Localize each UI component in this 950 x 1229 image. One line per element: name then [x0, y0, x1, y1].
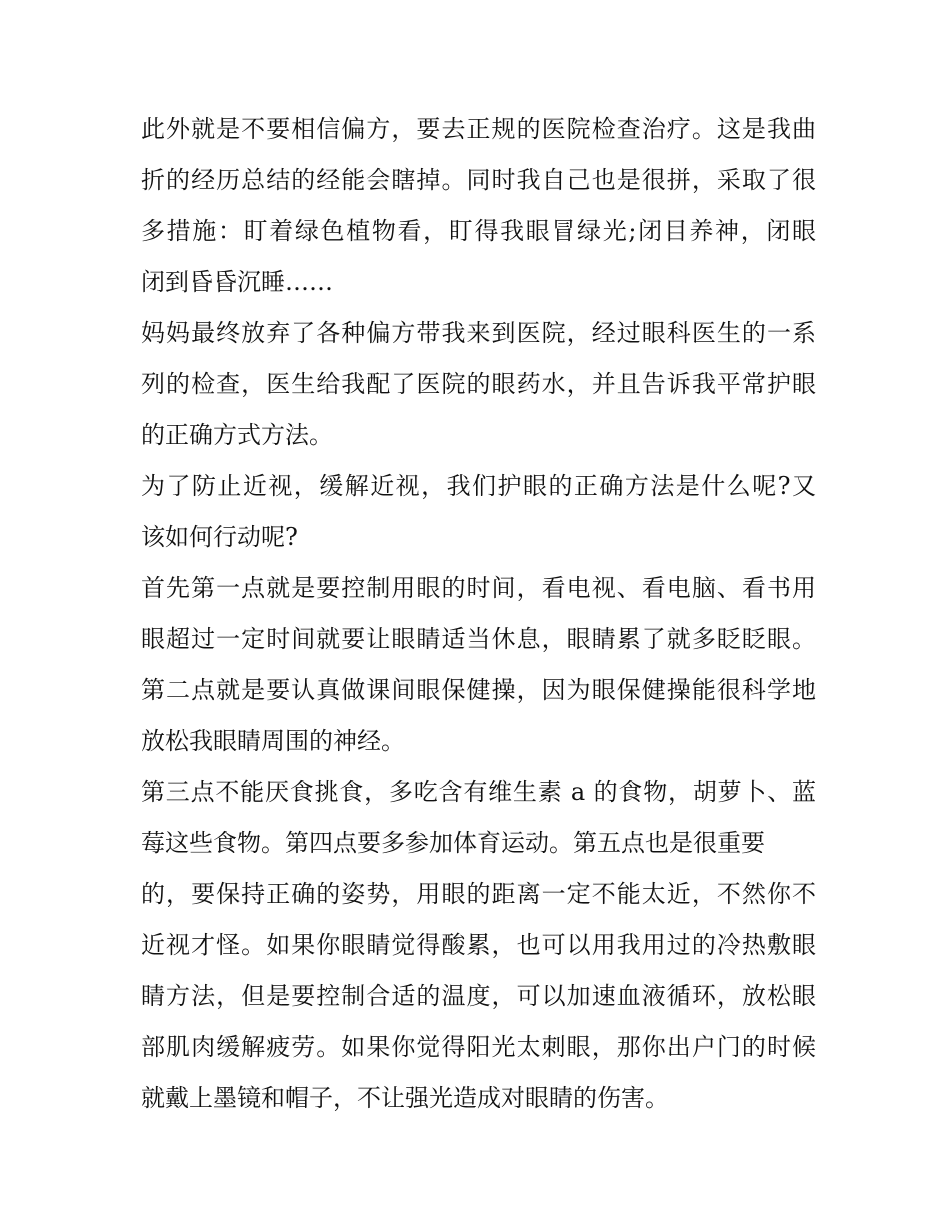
text-line: 首先第一点就是要控制用眼的时间，看电视、看电脑、看书用	[141, 574, 816, 602]
text-line: 多措施：盯着绿色植物看，盯得我眼冒绿光;闭目养神，闭眼	[141, 217, 816, 245]
text-line: 睛方法，但是要控制合适的温度，可以加速血液循环，放松眼	[141, 982, 816, 1010]
text-line: 第三点不能厌食挑食，多吃含有维生素 a 的食物，胡萝卜、蓝	[141, 778, 816, 806]
text-line: 的，要保持正确的姿势，用眼的距离一定不能太近，不然你不	[141, 880, 816, 908]
text-line: 的正确方式方法。	[141, 421, 333, 449]
text-line: 第二点就是要认真做课间眼保健操，因为眼保健操能很科学地	[141, 676, 816, 704]
paragraph-5	[141, 665, 816, 767]
text-line: 闭到昏昏沉睡……	[141, 268, 333, 296]
text-line: 莓这些食物。第四点要多参加体育运动。第五点也是很重要	[141, 829, 765, 857]
text-line: 为了防止近视，缓解近视，我们护眼的正确方法是什么呢?又	[141, 472, 816, 500]
text-line: 就戴上墨镜和帽子，不让强光造成对眼睛的伤害。	[141, 1084, 669, 1112]
text-line: 妈妈最终放弃了各种偏方带我来到医院，经过眼科医生的一系	[141, 319, 816, 347]
text-line: 该如何行动呢?	[141, 523, 298, 551]
paragraph-4	[141, 563, 816, 665]
text-line: 近视才怪。如果你眼睛觉得酸累，也可以用我用过的冷热敷眼	[141, 931, 816, 959]
paragraph-3	[141, 461, 816, 563]
text-line: 此外就是不要相信偏方，要去正规的医院检查治疗。这是我曲	[141, 115, 816, 143]
paragraph-1	[141, 104, 816, 308]
text-line: 折的经历总结的经能会瞎掉。同时我自己也是很拼，采取了很	[141, 166, 816, 194]
document-body	[141, 104, 816, 1124]
text-line: 放松我眼睛周围的神经。	[141, 727, 405, 755]
paragraph-2	[141, 308, 816, 461]
paragraph-6	[141, 767, 816, 1124]
text-line: 列的检查，医生给我配了医院的眼药水，并且告诉我平常护眼	[141, 370, 816, 398]
text-line: 眼超过一定时间就要让眼睛适当休息，眼睛累了就多眨眨眼。	[141, 625, 816, 653]
text-line: 部肌肉缓解疲劳。如果你觉得阳光太刺眼，那你出户门的时候	[141, 1033, 816, 1061]
